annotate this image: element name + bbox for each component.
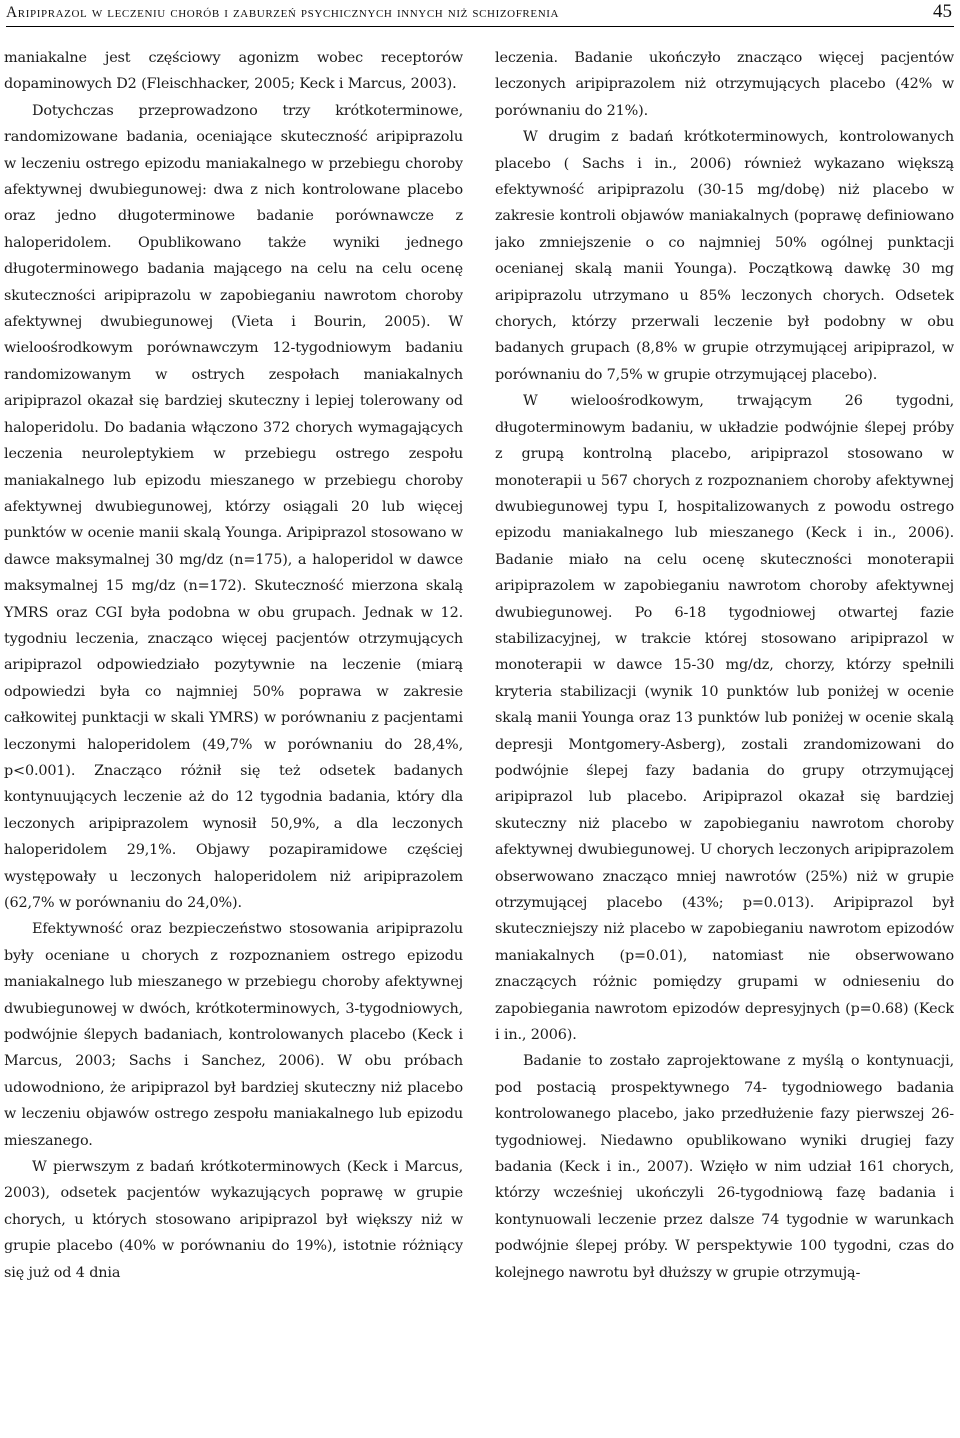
paragraph: Badanie to zostało zaprojektowane z myślą o kontynuacji, pod postacią prospektywnego 74- tygodniowego badania kontrolowanego placebo, jako przedłużenie fazy pierwszej 26-tygodniowej. Niedawno opublikowano wyniki drugiej fazy badania (Keck i in., 2007). Wzięło w nim udział 161 chorych, którzy wcześniej ukończyli 26-tygodniową fazę badania i kontynuowali leczenie przez dalsze 74 tygodnie w warunkach podwójnie ślepej próby. W perspektywie 100 tygodni, czas do kolejnego nawrotu był dłuższy w grupie otrzymują- (495, 1053, 954, 1281)
paragraph: Efektywność oraz bezpieczeństwo stosowania aripiprazolu były oceniane u chorych z rozpoznaniem ostrego epizodu maniakalnego lub mieszanego w przebiegu choroby afektywnej dwubiegunowej w dwóch, krótkoterminowych, 3-tygodniowych, podwójnie ślepych badaniach, kontrolowanych placebo (Keck i Marcus, 2003; Sachs i Sanchez, 2006). W obu próbach udowodniono, że aripiprazol był bardziej skuteczny niż placebo w leczeniu objawów ostrego zespołu maniakalnego lub epizodu mieszanego. (4, 921, 463, 1149)
running-header (6, 0, 954, 27)
paragraph: Dotychczas przeprowadzono trzy krótkoterminowe, randomizowane badania, oceniające skuteczność aripiprazolu w leczeniu ostrego epizodu maniakalnego w przebiegu choroby afektywnej dwubiegunowej: dwa z nich kontrolowane placebo oraz jedno długoterminowe badanie porównawcze z haloperidolem. Opublikowano także wyniki jednego długoterminowego badania mającego na celu na celu ocenę skuteczności aripiprazolu w zapobieganiu nawrotom choroby afektywnej dwubiegunowej (Vieta i Bourin, 2005). W wieloośrodkowym porównawczym 12-tygodniowym badaniu randomizowanym w ostrych zespołach maniakalnych aripiprazol okazał się bardziej skuteczny i lepiej tolerowany od haloperidolu. Do badania włączono 372 chorych wymagających leczenia neuroleptykiem w przebiegu ostrego zespołu maniakalnego lub epizodu mieszanego w przebiegu choroby afektywnej dwubiegunowej, którzy osiągali 20 lub więcej punktów w ocenie manii skalą Younga. Aripiprazol stosowano w dawce maksymalnej 30 mg/dz (n=175), a haloperidol w dawce maksymalnej 15 mg/dz (n=172). Skuteczność mierzona skalą YMRS oraz CGI była podobna w obu grupach. Jednak w 12. tygodniu leczenia, znacząco więcej pacjentów otrzymujących aripiprazol odpowiedziało pozytywnie na leczenie (miarą odpowiedzi była co najmniej 50% poprawa w zakresie całkowitej punktacji w skali YMRS) w porównaniu z pacjentami leczonymi haloperidolem (49,7% w porównaniu do 28,4%, p<0.001). Znacząco różnił się też odsetek badanych kontynuujących leczenie aż do 12 tygodnia badania, który dla leczonych aripiprazolem wynosił 50,9%, a dla leczonych haloperidolem 29,1%. Objawy pozapiramidowe częściej występowały u leczonych haloperidolem niż aripiprazolem (62,7% w porównaniu do 24,0%). (4, 102, 463, 911)
paragraph: W wieloośrodkowym, trwającym 26 tygodni, długoterminowym badaniu, w układzie podwójnie ślepej próby z grupą kontrolną placebo, aripiprazol stosowano w monoterapii u 567 chorych z rozpoznaniem choroby afektywnej dwubiegunowej typu I, hospitalizowanych z powodu ostrego epizodu maniakalnego lub mieszanego (Keck i in., 2006). Badanie miało na celu ocenę skuteczności monoterapii aripiprazolem w zapobieganiu nawrotom choroby afektywnej dwubiegunowej. Po 6-18 tygodniowej otwartej fazie stabilizacyjnej, w trakcie której stosowano aripiprazol w monoterapii w dawce 15-30 mg/dz, chorzy, którzy spełnili kryteria stabilizacji (wynik 10 punktów lub poniżej w ocenie skalą manii Younga oraz 13 punktów lub poniżej w ocenie skalą depresji Montgomery-Asberg), zostali zrandomizowani do podwójnie ślepej fazy badania do grupy otrzymującej aripiprazol lub placebo. Aripiprazol okazał się bardziej skuteczny niż placebo w zapobieganiu nawrotom choroby afektywnej dwubiegunowej. U chorych leczonych aripiprazolem obserwowano znacząco mniej nawrotów (25%) niż w grupie otrzymującej placebo (43%; p=0.013). Aripiprazol był skuteczniejszy niż placebo w zapobieganiu nawrotom epizodów maniakalnych (p=0.01), natomiast nie obserwowano znaczących różnic pomiędzy grupami w odnieseniu do zapobiegania nawrotom epizodów depresyjnych (p=0.68) (Keck i in., 2006). (495, 393, 954, 1044)
left-column (4, 45, 463, 1435)
paragraph: maniakalne jest częściowy agonizm wobec receptorów dopaminowych D2 (Fleischhacker, 2005; Keck i Marcus, 2003). (4, 50, 463, 93)
paragraph: leczenia. Badanie ukończyło znacząco więcej pacjentów leczonych aripiprazolem niż otrzymujących placebo (42% w porównaniu do 21%). (495, 50, 954, 119)
paragraph: W pierwszym z badań krótkoterminowych (Keck i Marcus, 2003), odsetek pacjentów wykazujących poprawę w grupie chorych, u których stosowano aripiprazol był większy niż w grupie placebo (40% w porównaniu do 19%), istotnie różniący się już od 4 dnia (4, 1159, 463, 1281)
paragraph: W drugim z badań krótkoterminowych, kontrolowanych placebo ( Sachs i in., 2006) również wykazano większą efektywność aripiprazolu (30-15 mg/dobę) niż placebo w zakresie kontroli objawów maniakalnych (poprawę definiowano jako zmniejszenie o co najmniej 50% ogólnej punktacji ocenianej skalą manii Younga). Początkową dawkę 30 mg aripiprazolu utrzymano u 85% leczonych chorych. Odsetek chorych, którzy przerwali leczenie był podobny w obu badanych grupach (8,8% w grupie otrzymującej aripiprazol, w porównaniu do 7,5% w grupie otrzymującej placebo). (495, 129, 954, 383)
running-title: Aripiprazol w leczeniu chorób i zaburzeń psychicznych innych niż schizofrenia (6, 4, 560, 21)
page-number: 45 (933, 1, 952, 22)
right-column (495, 45, 954, 1435)
